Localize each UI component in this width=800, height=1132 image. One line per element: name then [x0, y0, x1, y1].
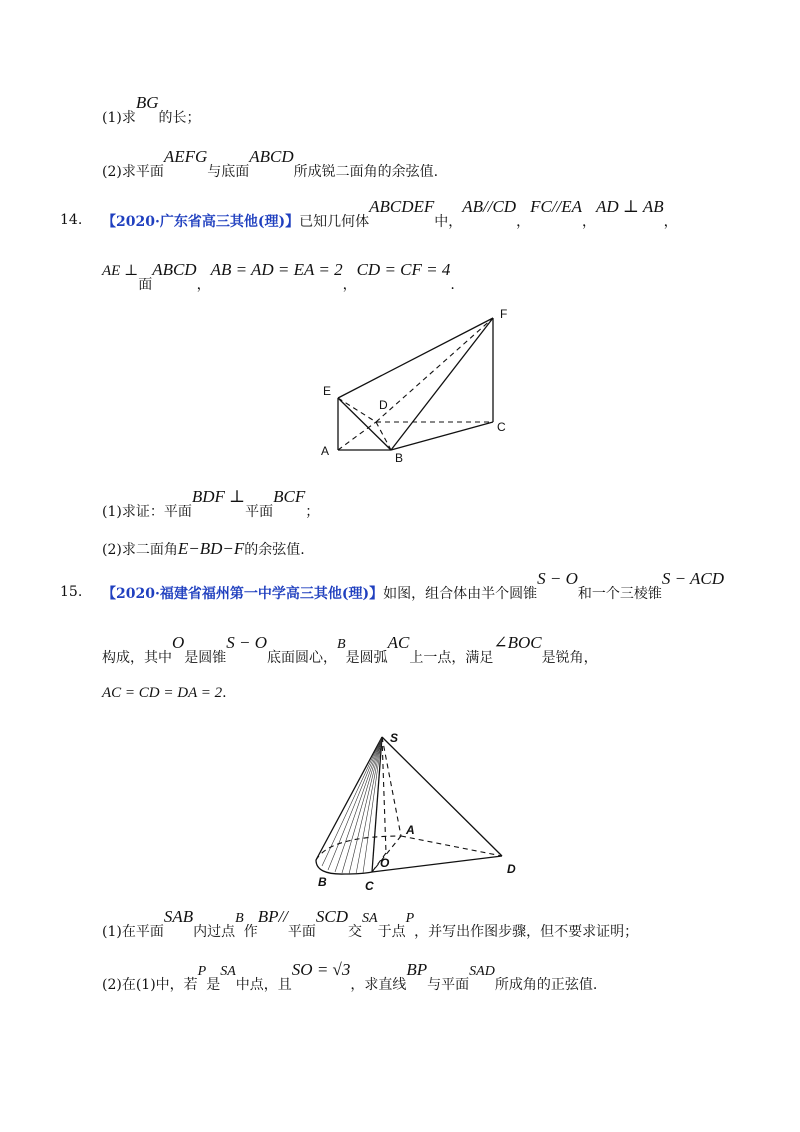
q13-part1	[102, 93, 201, 127]
math-ac-cd-da-eq-2: AC = CD = DA = 2	[102, 685, 223, 701]
q14-part1-lead: (1)求证：平面	[102, 504, 192, 520]
math-arc-ac: AC	[387, 633, 410, 652]
math-bp-par: BP//	[257, 907, 288, 926]
q14-face-char: 面	[138, 277, 153, 293]
math-scd: SCD	[315, 907, 349, 926]
math-s-o: S − O	[537, 569, 578, 588]
q13-part2-lead: (2)求平面	[102, 164, 164, 180]
q15-text: 构成，其中	[102, 650, 172, 666]
q14-label-a: A	[321, 444, 330, 458]
q14-comma: ，	[516, 214, 531, 230]
math-bcf: BCF	[273, 487, 306, 506]
q15-stem-line1	[102, 569, 725, 603]
math-p: P	[405, 911, 415, 926]
q15-part2-text: 中点，且	[235, 977, 292, 993]
q15-part1-text: 平面	[287, 924, 316, 940]
math-bg: BG	[135, 93, 159, 112]
q15-text: 是圆弧	[345, 650, 388, 666]
q15-part2-text: ，求直线	[350, 977, 407, 993]
q13-part1-tail: 的长；	[158, 110, 201, 126]
q14-part1	[102, 487, 320, 521]
q15-source-tag[interactable]: 【2020·福建省福州第一中学高三其他(理)】	[102, 586, 384, 602]
math-abcd: ABCD	[152, 260, 197, 279]
math-ab-ad-ea-eq-2: AB = AD = EA = 2	[210, 260, 343, 279]
q14-label-e: E	[323, 384, 332, 398]
q13-part2-tail: 所成锐二面角的余弦值.	[293, 164, 439, 180]
q14-label-c: C	[497, 420, 506, 434]
math-p: P	[197, 964, 207, 979]
q13-part2-text: 与底面	[207, 164, 250, 180]
math-ae-perp: AE ⊥	[102, 263, 139, 279]
q15-part2-text: 与平面	[427, 977, 470, 993]
q15-part2-text: 是	[206, 977, 221, 993]
q15-label-d: D	[507, 862, 516, 876]
math-so-eq-sqrt3: SO = √3	[291, 960, 351, 979]
q14-stem-line2	[102, 260, 455, 294]
math-cd-cf-eq-4: CD = CF = 4	[356, 260, 451, 279]
q15-label-b: B	[318, 875, 327, 889]
q15-label-a: A	[406, 823, 415, 837]
q14-label-b: B	[395, 451, 404, 465]
q14-part1-text: 平面	[245, 504, 274, 520]
q15-text: 和一个三棱锥	[577, 586, 662, 602]
q15-part1-tail: ，并写出作图步骤，但不要求证明；	[414, 924, 639, 940]
q13-part1-lead: (1)求	[102, 110, 136, 126]
q15-text: 底面圆心，	[267, 650, 338, 666]
q15-part1-text: 于点	[377, 924, 406, 940]
q15-part2-lead: (2)在(1)中，若	[102, 977, 198, 993]
q15-text: 上一点，满足	[409, 650, 494, 666]
q15-intro: 如图，组合体由半个圆锥	[383, 586, 538, 602]
math-bdf-perp: BDF ⊥	[191, 487, 246, 506]
q15-part1-text: 作	[243, 924, 258, 940]
q14-source-tag[interactable]: 【2020·广东省高三其他(理)】	[102, 214, 300, 230]
math-ab-par-cd: AB//CD	[462, 197, 517, 216]
q14-part1-tail: ；	[305, 504, 320, 520]
q14-label-d: D	[379, 398, 388, 412]
q14-figure	[300, 300, 530, 470]
q14-part2-tail: 的余弦值.	[244, 542, 305, 558]
math-bp: BP	[406, 960, 428, 979]
q15-part1-text: 内过点	[193, 924, 236, 940]
q14-label-f: F	[500, 307, 508, 321]
q14-text: 中，	[434, 214, 463, 230]
math-sa: SA	[362, 911, 378, 926]
math-ad-perp-ab: AD ⊥ AB	[596, 197, 664, 216]
q15-part1-text: 交	[348, 924, 363, 940]
math-abcdef: ABCDEF	[369, 197, 435, 216]
q15-text: 是圆锥	[184, 650, 227, 666]
q15-number: 15.	[60, 584, 83, 600]
q14-comma: ，	[582, 214, 597, 230]
q15-label-c: C	[365, 879, 374, 893]
math-e-bd-f: E−BD−F	[177, 539, 245, 558]
math-sad: SAD	[469, 964, 495, 979]
q14-part2-lead: (2)求二面角	[102, 542, 178, 558]
math-fc-par-ea: FC//EA	[530, 197, 583, 216]
q14-comma: ，	[196, 277, 211, 293]
math-sab: SAB	[163, 907, 194, 926]
math-o: O	[172, 633, 185, 652]
q15-part1	[102, 907, 639, 942]
q15-period: .	[222, 685, 227, 701]
math-s-acd: S − ACD	[661, 569, 725, 588]
math-aefg: AEFG	[163, 147, 208, 166]
q14-stem-line1	[102, 197, 678, 231]
q14-comma: ，	[342, 277, 357, 293]
q15-label-s: S	[390, 731, 399, 745]
q14-part2	[102, 540, 305, 559]
q15-figure	[300, 725, 530, 895]
q15-text: 是锐角，	[541, 650, 598, 666]
q15-part1-lead: (1)在平面	[102, 924, 164, 940]
q15-stem-line3	[102, 684, 227, 702]
math-angle-boc: ∠BOC	[493, 633, 542, 652]
q15-part2-tail: 所成角的正弦值.	[494, 977, 598, 993]
q14-intro: 已知几何体	[299, 214, 370, 230]
q14-comma: ，	[663, 214, 678, 230]
math-b: B	[337, 637, 346, 652]
math-b: B	[235, 911, 244, 926]
math-s-o: S − O	[226, 633, 268, 652]
q15-part2	[102, 960, 598, 995]
q14-period: .	[450, 277, 455, 293]
math-abcd: ABCD	[249, 147, 294, 166]
q15-label-o: O	[380, 856, 390, 870]
math-sa: SA	[220, 964, 236, 979]
q15-stem-line2	[102, 633, 598, 668]
q14-number: 14.	[60, 212, 83, 228]
q13-part2	[102, 147, 439, 181]
